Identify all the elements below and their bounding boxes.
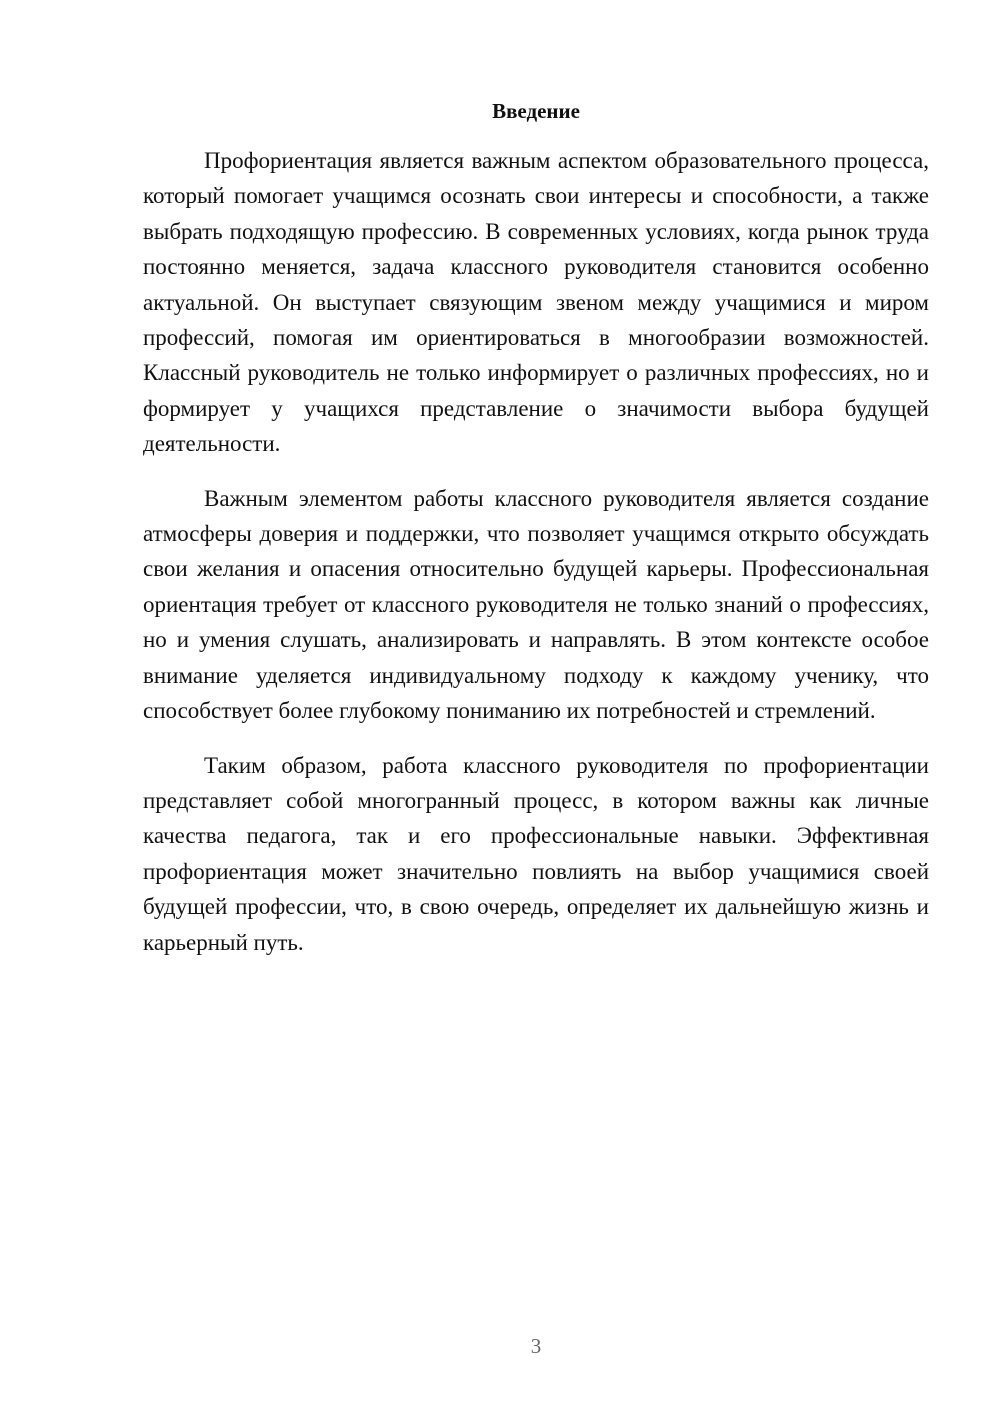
page-number: 3 (530, 1334, 542, 1358)
paragraph-3: Таким образом, работа классного руководителя по профориентации представляет собой многогранный процесс, в котором важны как личные качества педагога, так и его профессиональные навыки. Эффективная профориентация может значительно повлиять на выбор учащимися своей будущей профессии, что, в свою очередь, определяет их дальнейшую жизнь и карьерный путь. (143, 752, 929, 955)
paragraph-1: Профориентация является важным аспектом образовательного процесса, который помогает учащимся осознать свои интересы и способности, а также выбрать подходящую профессию. В современных условиях, когда рынок труда постоянно меняется, задача классного руководителя становится особенно актуальной. Он выступает связующим звеном между учащимися и миром профессий, помогая им ориентироваться в многообразии возможностей. Классный руководитель не только информирует о различных профессиях, но и формирует у учащихся представление о значимости выбора будущей деятельности. (143, 148, 929, 457)
paragraph-2: Важным элементом работы классного руководителя является создание атмосферы доверия и поддержки, что позволяет учащимся открыто обсуждать свои желания и опасения относительно будущей карьеры. Профессиональная ориентация требует от классного руководителя не только знаний о профессиях, но и умения слушать, анализировать и направлять. В этом контексте особое внимание уделяется индивидуальному подходу к каждому ученику, что способствует более глубокому пониманию их потребностей и стремлений. (143, 485, 929, 724)
section-title: Введение (492, 99, 580, 123)
document-body (143, 143, 929, 979)
